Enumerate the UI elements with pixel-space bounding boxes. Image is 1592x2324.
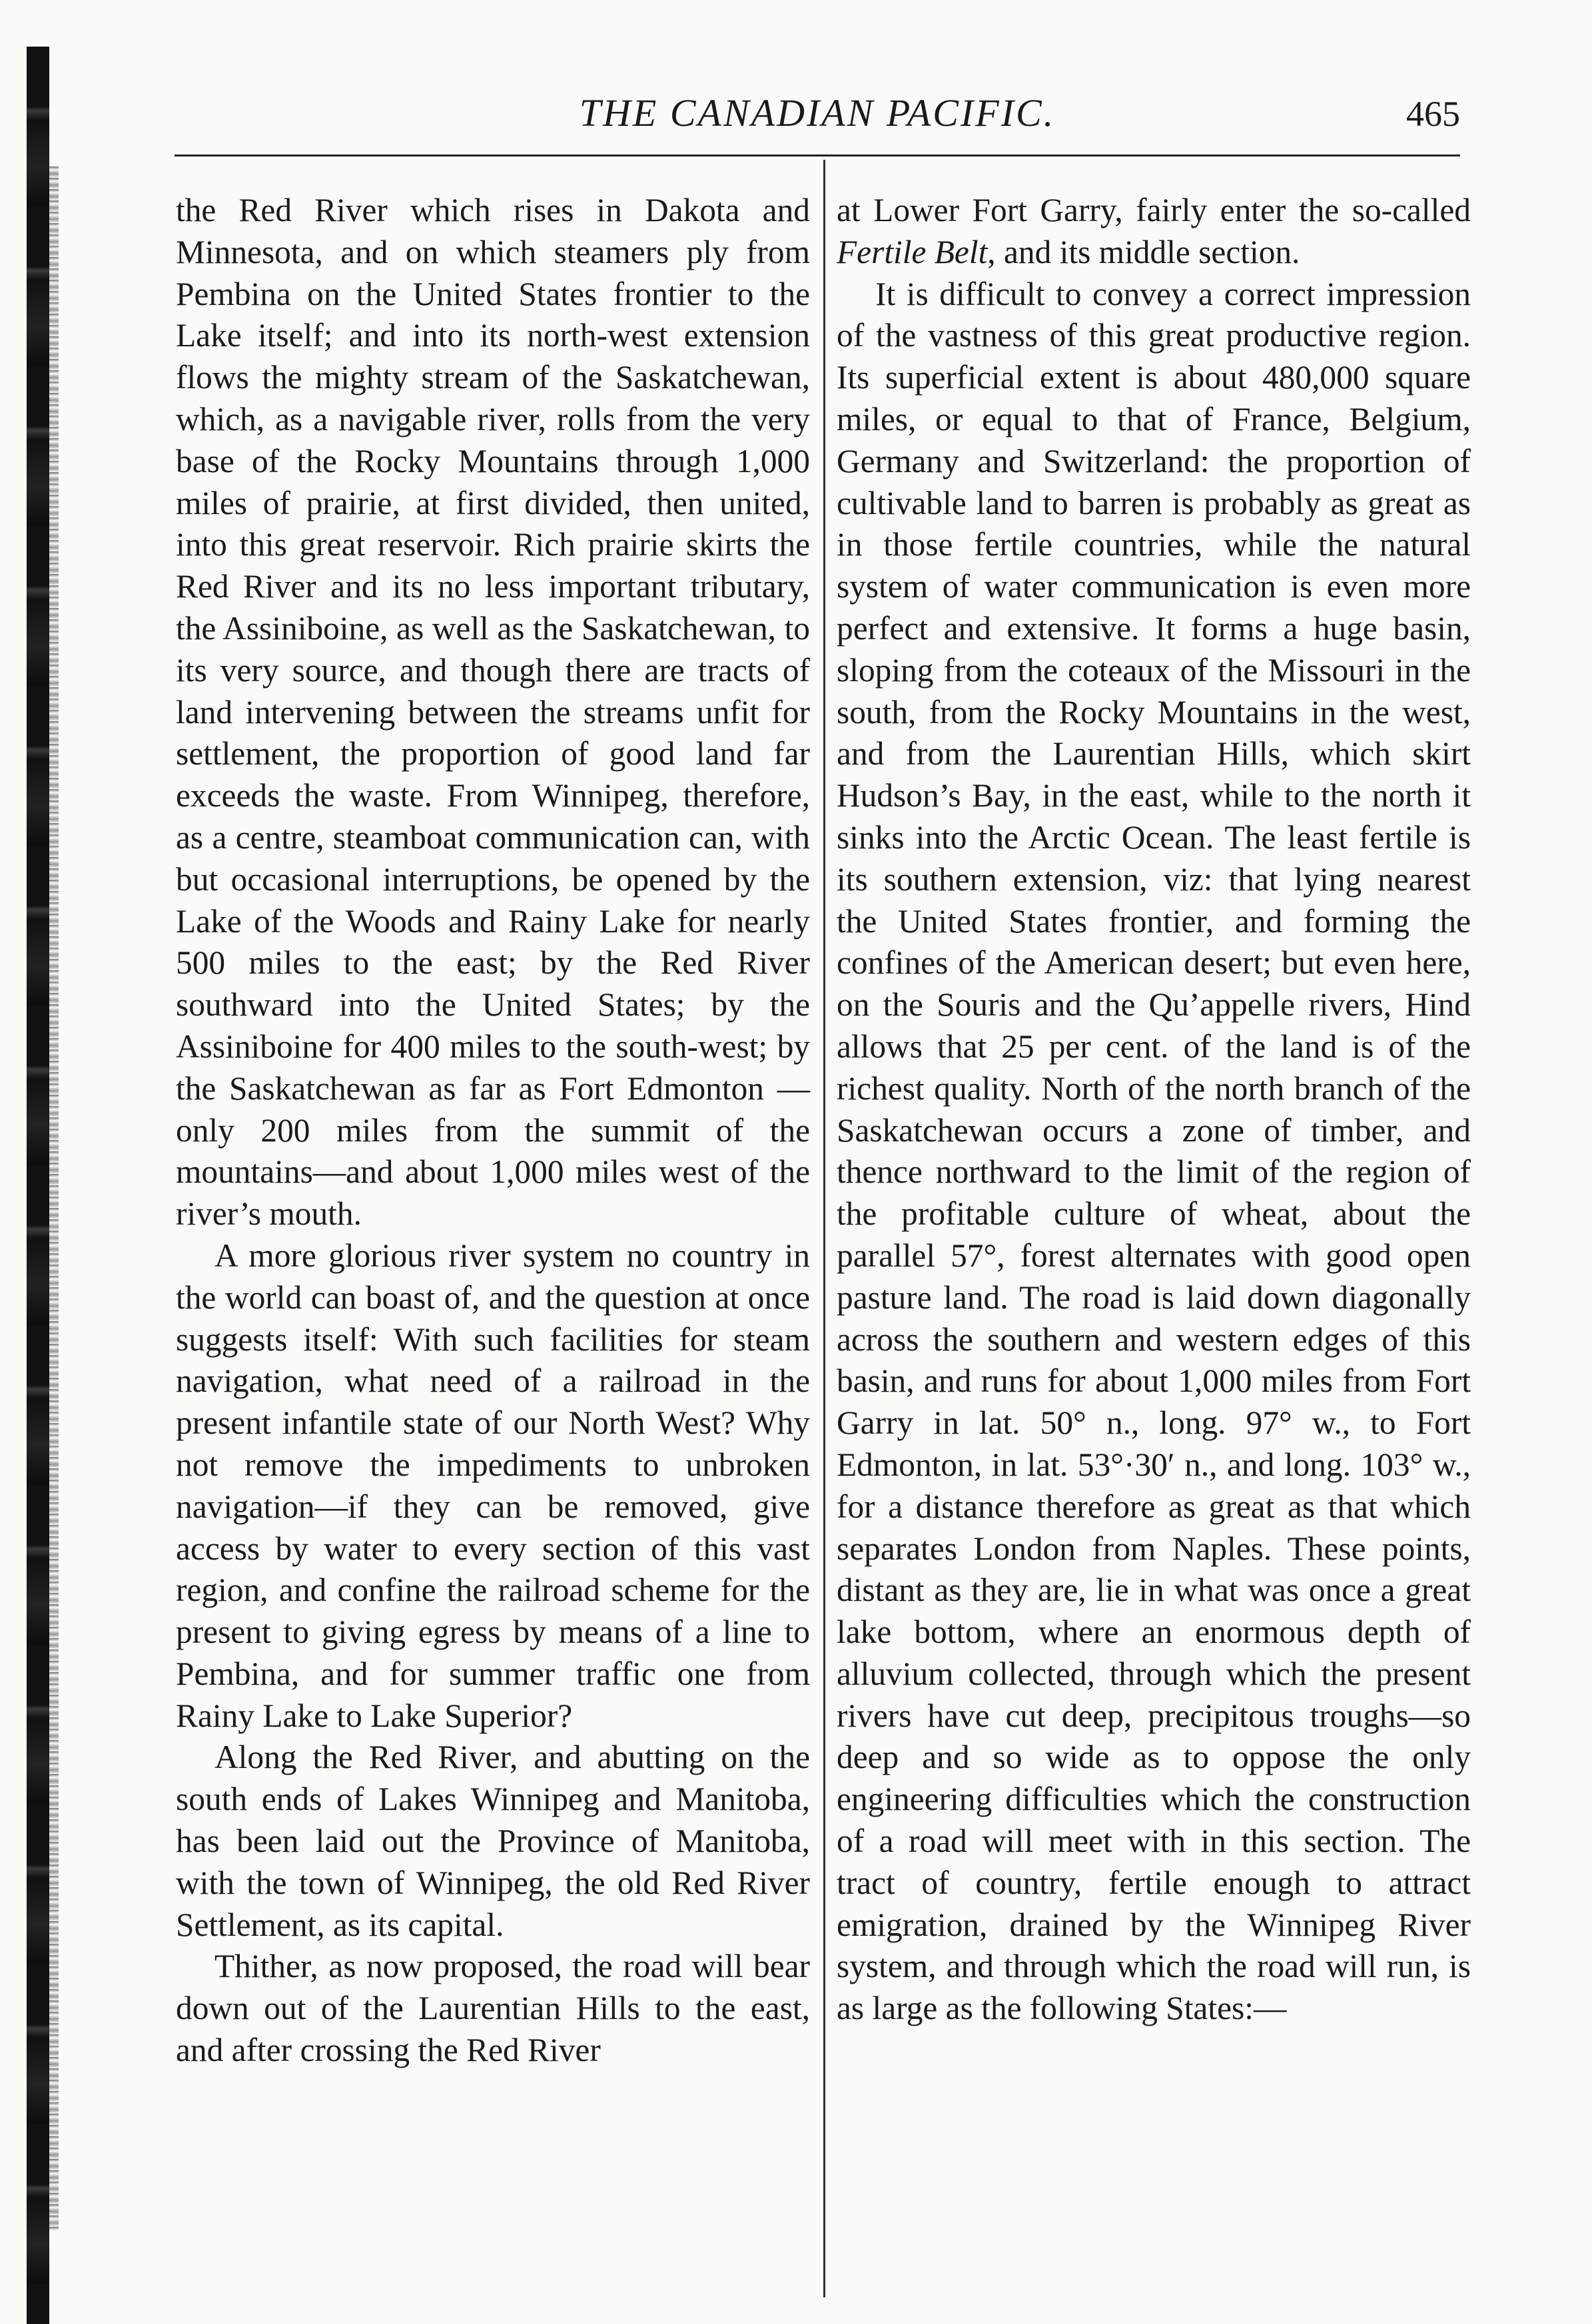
right-column (837, 190, 1471, 2030)
paragraph (837, 190, 1471, 274)
paragraph: It is difficult to convey a correct impression of the vastness of this great productive region. Its superficial extent is about 480,000 square miles, or equal to that of France, Belgium, Germany and Switzerland: the proportion of cultivable land to barren is probably as great as in those fertile countries, while the natural system of water communication is even more perfect and extensive. It forms a huge basin, sloping from the coteaux of the Missouri in the south, from the Rocky Mountains in the west, and from the Laurentian Hills, which skirt Hudson’s Bay, in the east, while to the north it sinks into the Arctic Ocean. The least fertile is its southern extension, viz: that lying nearest the United States frontier, and forming the confines of the American desert; but even here, on the Souris and the Qu’appelle rivers, Hind allows that 25 per cent. of the land is of the richest quality. North of the north branch of the Saskatchewan occurs a zone of timber, and thence northward to the limit of the region of the profitable culture of wheat, about the parallel 57°, forest alternates with good open pasture land. The road is laid down diagonally across the southern and western edges of this basin, and runs for about 1,000 miles from Fort Garry in lat. 50° n., long. 97° w., to Fort Edmonton, in lat. 53°·30′ n., and long. 103° w., for a distance therefore as great as that which separates London from Naples. These points, distant as they are, lie in what was once a great lake bottom, where an enormous depth of alluvium collected, through which the present rivers have cut deep, precipitous troughs—so deep and so wide as to oppose the only engineering difficulties which the construction of a road will meet with in this section. The tract of country, fertile enough to attract emigration, drained by the Winnipeg River system, and through which the road will run, is as large as the following States:— (837, 275, 1471, 2027)
column-divider (823, 160, 825, 2297)
paragraph: Along the Red River, and abutting on the south ends of Lakes Winnipeg and Manitoba, has been laid out the Province of Manitoba, with the town of Winnipeg, the old Red River Settlement, as its capital. (176, 1739, 810, 1943)
running-title: THE CANADIAN PACIFIC. (579, 91, 1056, 135)
paragraph: Thither, as now proposed, the road will bear down out of the Laurentian Hills to the east, and after crossing the Red River (176, 1948, 810, 2069)
left-column (176, 190, 810, 2072)
italic-term: Fertile Belt (837, 233, 988, 270)
binding-edge (49, 166, 59, 2231)
page-header (175, 87, 1460, 148)
text-run: , and its middle section. (987, 233, 1300, 270)
header-rule (175, 154, 1460, 156)
paragraph: A more glorious river system no country in the world can boast of, and the question at once suggests itself: With such facilities for steam navigation, what need of a railroad in the present infantile state of our North West? Why not remove the impediments to unbroken navigation—if they can be removed, give access by water to every section of this vast region, and confine the railroad scheme for the present to giving egress by means of a line to Pembina, and for summer traffic one from Rainy Lake to Lake Superior? (176, 1237, 810, 1734)
page-number: 465 (1406, 94, 1460, 134)
text-run: at Lower Fort Garry, fairly enter the so-called (837, 192, 1471, 228)
book-spine-shadow (27, 47, 49, 2324)
paragraph: the Red River which rises in Dakota and Minnesota, and on which steamers ply from Pembina on the United States frontier to the Lake itself; and into its north-west extension flows the mighty stream of the Saskatchewan, which, as a navigable river, rolls from the very base of the Rocky Mountains through 1,000 miles of prairie, at first divided, then united, into this great reservoir. Rich prairie skirts the Red River and its no less important tributary, the Assiniboine, as well as the Saskatchewan, to its very source, and though there are tracts of land intervening between the streams unfit for settlement, the proportion of good land far exceeds the waste. From Winnipeg, therefore, as a centre, steamboat communication can, with but occasional interruptions, be opened by the Lake of the Woods and Rainy Lake for nearly 500 miles to the east; by the Red River southward into the United States; by the Assiniboine for 400 miles to the south-west; by the Saskatchewan as far as Fort Edmonton —only 200 miles from the summit of the mountains—and about 1,000 miles west of the river’s mouth. (176, 192, 810, 1233)
